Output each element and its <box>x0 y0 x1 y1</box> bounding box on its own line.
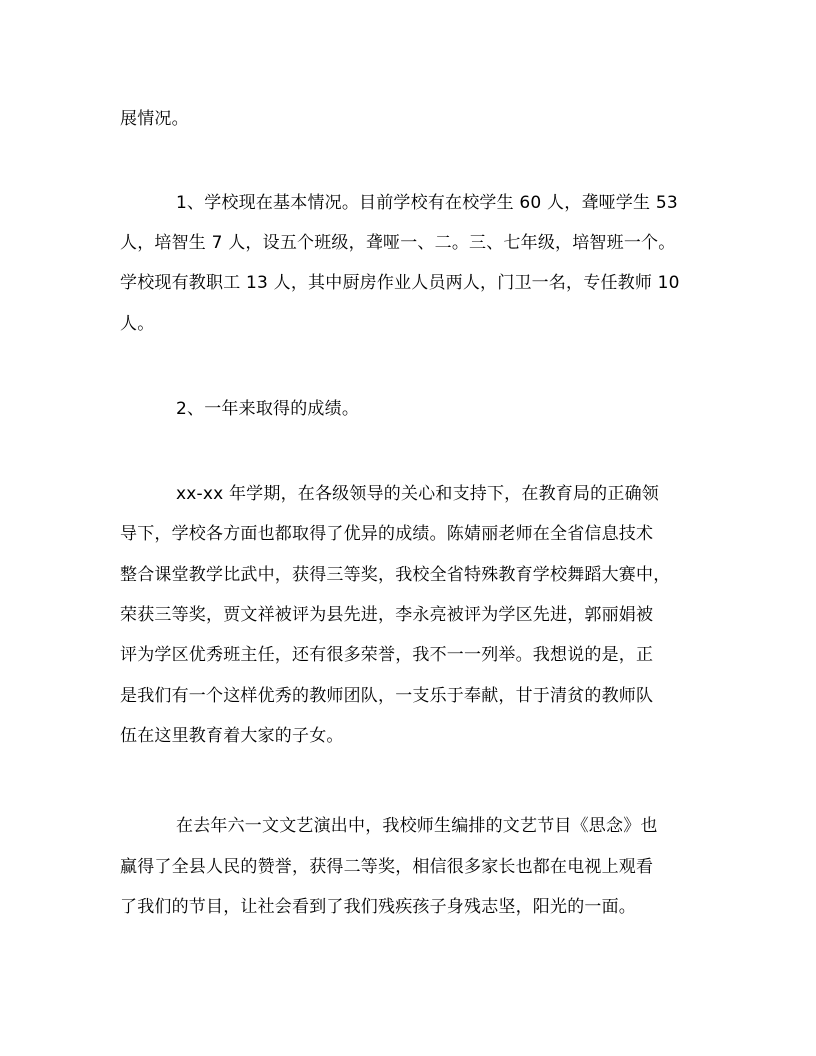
paragraph-2-line: 荣获三等奖，贾文祥被评为县先进，李永亮被评为学区先进，郭丽娟被 <box>120 605 654 625</box>
paragraph-2-line: 整合课堂教学比武中，获得三等奖，我校全省特殊教育学校舞蹈大赛中， <box>120 565 671 585</box>
paragraph-3-line: 了我们的节目，让社会看到了我们残疾孩子身残志坚，阳光的一面。 <box>120 897 636 917</box>
text-line: 展情况。 <box>120 109 189 129</box>
paragraph-1-line: 人，培智生 7 人，设五个班级，聋哑一、二。三、七年级，培智班一个。 <box>120 233 676 253</box>
paragraph-3-line: 在去年六一文文艺演出中，我校师生编排的文艺节目《思念》也 <box>176 816 658 836</box>
paragraph-1-line: 人。 <box>120 314 155 334</box>
paragraph-3-line: 赢得了全县人民的赞誉，获得二等奖，相信很多家长也都在电视上观看 <box>120 857 654 877</box>
section-heading: 2、一年来取得的成绩。 <box>176 399 360 419</box>
paragraph-2-line: 导下，学校各方面也都取得了优异的成绩。陈婧丽老师在全省信息技术 <box>120 524 654 544</box>
paragraph-2-line: 伍在这里教育着大家的子女。 <box>120 726 344 746</box>
paragraph-2-line: 评为学区优秀班主任，还有很多荣誉，我不一一列举。我想说的是，正 <box>120 645 654 665</box>
paragraph-2-line: 是我们有一个这样优秀的教师团队，一支乐于奉献，甘于清贫的教师队 <box>120 686 654 706</box>
paragraph-1-line: 学校现有教职工 13 人，其中厨房作业人员两人，门卫一名，专任教师 10 <box>120 273 680 293</box>
paragraph-1-line: 1、学校现在基本情况。目前学校有在校学生 60 人，聋哑学生 53 <box>176 193 678 213</box>
paragraph-2-line: xx-xx 年学期，在各级领导的关心和支持下，在教育局的正确领 <box>176 484 659 504</box>
